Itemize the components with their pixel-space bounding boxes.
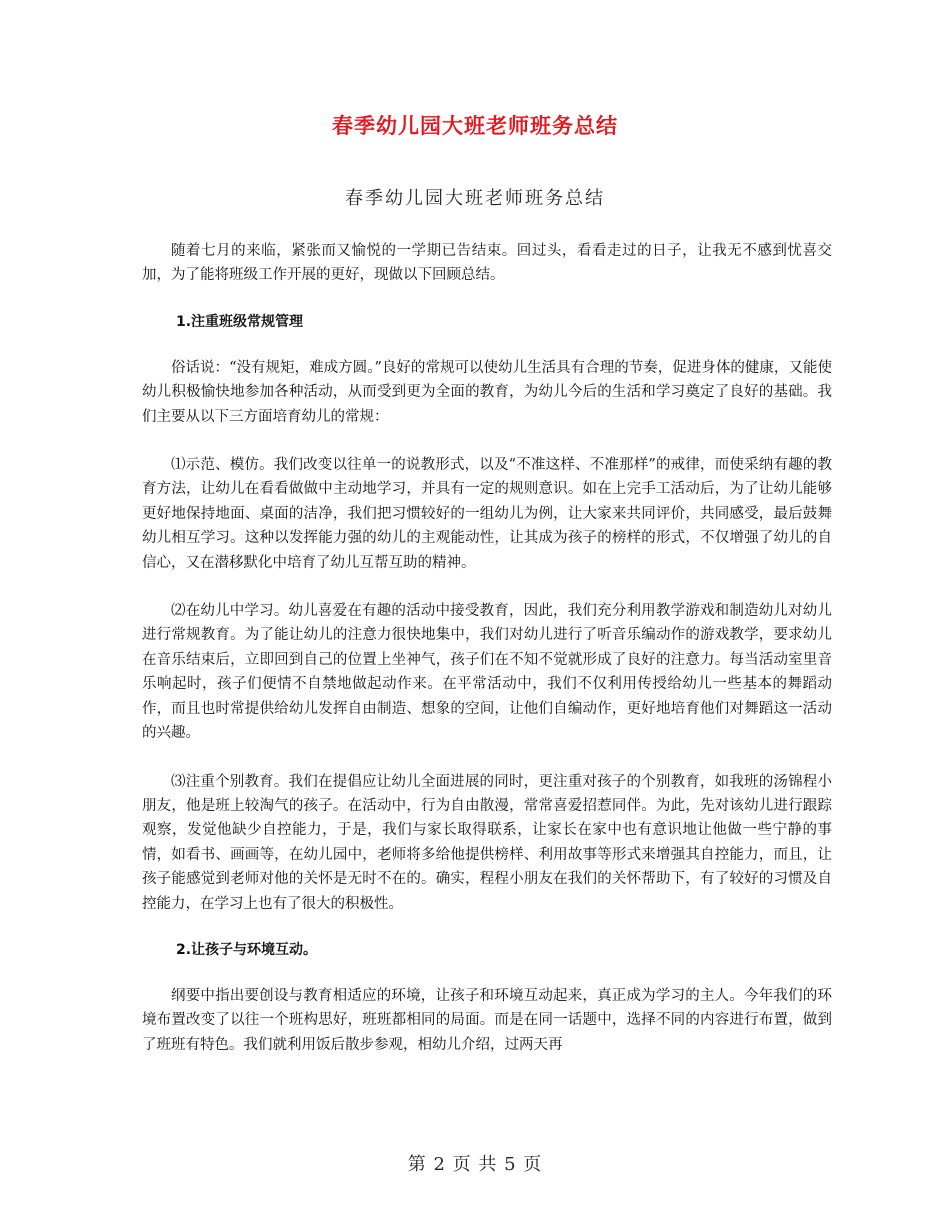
section-2-heading: 2.让孩子与环境互动。 xyxy=(176,941,318,958)
section-1-paragraph-3: ⑵在幼儿中学习。幼儿喜爱在有趣的活动中接受教育，因此，我们充分利用教学游戏和制造幼儿对幼儿进行常规教育。为了能让幼儿的注意力很快地集中，我们对幼儿进行了听音乐编动作的游戏教学，要求幼儿在音乐结束后，立即回到自己的位置上坐神气，孩子们在不知不觉就形成了良好的注意力。每当活动室里音乐响起时，孩子们便情不自禁地做起动作来。在平常活动中，我们不仅利用传授给幼儿一些基本的舞蹈动作，而且也时常提供给幼儿发挥自由制造、想象的空间，让他们自编动作，更好地培育他们对舞蹈这一活动的兴趣。 xyxy=(142,603,832,742)
document-body xyxy=(142,239,832,1057)
section-1-paragraph-1: 俗话说：“没有规矩，难成方圆。”良好的常规可以使幼儿生活具有合理的节奏，促进身体的健康，又能使幼儿积极愉快地参加各种活动，从而受到更为全面的教育，为幼儿今后的生活和学习奠定了良好的基础。我们主要从以下三方面培育幼儿的常规： xyxy=(142,359,832,425)
document-subtitle: 春季幼儿园大班老师班务总结 xyxy=(345,188,605,209)
section-1-paragraph-4: ⑶注重个别教育。我们在提倡应让幼儿全面进展的同时，更注重对孩子的个别教育，如我班的汤锦程小朋友，他是班上较淘气的孩子。在活动中，行为自由散漫，常常喜爱招惹同伴。为此，先对该幼儿进行跟踪观察，发觉他缺少自控能力，于是，我们与家长取得联系，让家长在家中也有意识地让他做一些宁静的事情，如看书、画画等，在幼儿园中，老师将多给他提供榜样、利用故事等形式来增强其自控能力，而且，让孩子能感觉到老师对他的关怀是无时不在的。确实，程程小朋友在我们的关怀帮助下，有了较好的习惯及自控能力，在学习上也有了很大的积极性。 xyxy=(142,773,832,912)
intro-paragraph: 随着七月的来临，紧张而又愉悦的一学期已告结束。回过头，看看走过的日子，让我无不感到忧喜交加，为了能将班级工作开展的更好，现做以下回顾总结。 xyxy=(142,243,832,284)
section-1-heading: 1.注重班级常规管理 xyxy=(176,313,304,330)
section-1-paragraph-2: ⑴示范、模仿。我们改变以往单一的说教形式，以及“不准这样、不准那样”的戒律，而使采纳有趣的教育方法，让幼儿在看看做做中主动地学习，并具有一定的规则意识。如在上完手工活动后，为了让幼儿能够更好地保持地面、桌面的洁净，我们把习惯较好的一组幼儿为例，让大家来共同评价，共同感受，最后鼓舞幼儿相互学习。这种以发挥能力强的幼儿的主观能动性，让其成为孩子的榜样的形式，不仅增强了幼儿的自信心，又在潜移默化中培育了幼儿互帮互助的精神。 xyxy=(142,457,832,571)
document-title: 春季幼儿园大班老师班务总结 xyxy=(332,114,618,138)
page-footer: 第 2 页 共 5 页 xyxy=(407,1154,543,1175)
section-2-paragraph-1: 纲要中指出要创设与教育相适应的环境，让孩子和环境互动起来，真正成为学习的主人。今年我们的环境布置改变了以往一个班构思好，班班都相同的局面。而是在同一话题中，选择不同的内容进行布置，做到了班班有特色。我们就利用饭后散步参观，相幼儿介绍，过两天再 xyxy=(142,987,832,1053)
